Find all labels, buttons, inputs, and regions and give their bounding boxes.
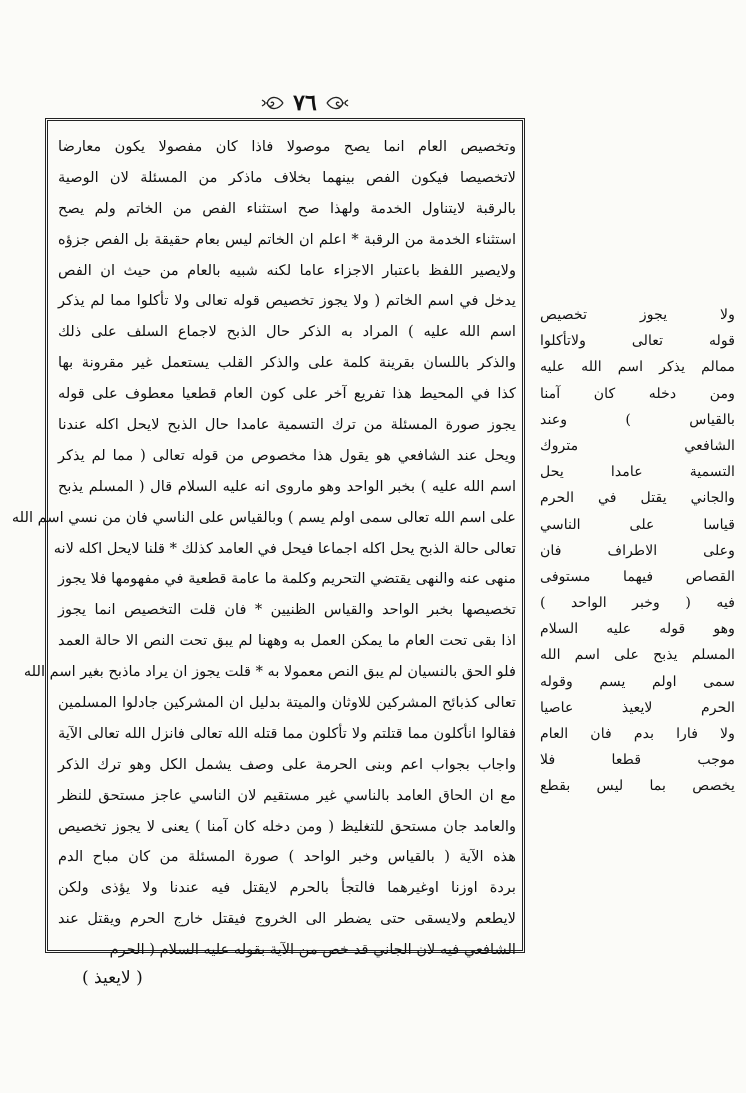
margin-line: وعلى الاطراف فان: [540, 542, 735, 559]
main-text-block: [11, 132, 516, 959]
main-text-line: بالرقبة لايتناول الخدمة ولهذا صح استثناء الفص من الخاتم ولم يصح: [58, 199, 516, 217]
margin-line: قياسا على الناسي: [540, 516, 735, 533]
main-text-line: على اسم الله تعالى سمى اولم يسم ) وبالقياس على الناسي فان من نسي اسم الله: [11, 508, 516, 526]
margin-line: سمى اولم يسم وقوله: [540, 673, 735, 690]
margin-line: التسمية عامدا يحل: [540, 464, 735, 481]
right-ornament-icon: [325, 93, 349, 113]
margin-line: الشافعي متروك: [540, 437, 735, 454]
main-text-line: اسم الله عليه ) المراد به الذكر حال الذبح لاجماع السلف على ذلك: [58, 323, 516, 341]
page-number: [240, 88, 370, 118]
main-text-line: فقالوا انأكلون مما قتلتم ولا تأكلون مما قتله الله تعالى فانزل الله تعالى الآية: [58, 724, 516, 742]
margin-line: ممالم يذكر اسم الله عليه: [540, 359, 735, 376]
main-text-line: تعالى كذبائح المشركين للاوثان والميتة بدليل ان المشركين جادلوا المسلمين: [58, 694, 516, 712]
main-text-line: فلو الحق بالنسيان لم يبق النص معمولا به * قلت يجوز ان يراد ماذبح بغير اسم الله: [23, 663, 516, 681]
main-text-line: ولايصير اللفظ باعتبار الاجزاء عاما لكنه شبيه بالعام من حيث ان الفص: [58, 261, 516, 279]
left-ornament-icon: [261, 93, 285, 113]
margin-line: قوله تعالى ولاتأكلوا: [540, 333, 735, 350]
main-text-line: اذا بقى تحت العام ما يمكن العمل به وههنا لم يبق تحت النص الا حالة العمد: [58, 632, 516, 650]
margin-line: وهو قوله عليه السلام: [540, 621, 735, 638]
margin-line: فيه ( وخبر الواحد ): [540, 595, 735, 612]
margin-commentary: [540, 302, 735, 800]
margin-line: يخصص بما ليس بقطع: [540, 778, 735, 795]
main-text-line: كذا في المحيط هذا تفريع آخر على كون العام قطعيا معطوف على قوله: [58, 385, 516, 403]
main-text-line: والذكر باللسان بقرينة كلمة على والذكر القلب يستعمل غير مقرونة بها: [58, 354, 516, 372]
main-text-line: ويحل عند الشافعي هو يقول هذا مخصوص من قوله تعالى ( مما لم يذكر: [58, 446, 516, 464]
margin-line: والجاني يقتل في الحرم: [540, 490, 735, 507]
main-text-line: اسم الله عليه ) بخبر الواحد وهو ماروى انه عليه السلام قال ( المسلم يذبح: [58, 477, 516, 495]
main-text-line: استثناء الخدمة من الرقبة * اعلم ان الخاتم ليس بعام حقيقة بل الفص جزؤه: [58, 230, 516, 248]
main-text-line: يدخل في اسم الخاتم ( ولا يجوز تخصيص قوله تعالى ولا تأكلوا مما لم يذكر: [58, 292, 516, 310]
margin-line: ولا فارا بدم فان العام: [540, 726, 735, 742]
main-text-line: واجاب بجواب اعم وبنى الحرمة على وصف يشمل الكل وهو ترك الذكر: [58, 755, 516, 773]
margin-line: المسلم يذبح على اسم الله: [540, 647, 735, 664]
catchword: ( لايعيذ ): [82, 968, 143, 988]
main-text-line: وتخصيص العام انما يصح موصولا فاذا كان مفصولا يكون معارضا: [58, 138, 516, 155]
main-text-line: لايطعم ولايسقى حتى يضطر الى الخروج فيقتل خارج الحرم ويقتل عند: [58, 910, 516, 928]
main-text-line: تعالى حالة الذبح يحل اكله اجماعا فيحل في العامد كذلك * قلنا لايحل اكله لانه: [53, 539, 516, 557]
margin-line: ومن دخله كان آمنا: [540, 385, 735, 402]
main-text-line: يجوز صورة المسئلة من ترك التسمية عامدا حال الذبح لايحل اكله عندنا: [58, 416, 516, 434]
page-number-text: ٧٦: [293, 90, 317, 116]
main-text-line: لاتخصيصا فيكون الفص بينهما بخلاف ماذكر من المسئلة لان الوصية: [58, 168, 516, 186]
margin-line: موجب قطعا فلا: [540, 752, 735, 769]
main-text-line: منهى عنه والنهى يقتضي التحريم وكلمة ما عامة قطعية في مفهومها فلا يجوز: [58, 570, 516, 588]
main-text-line: بردة اوزنا اوغيرهما فالتجأ بالحرم لايقتل فيه عندنا ولا يؤذى ولكن: [58, 879, 516, 897]
main-text-line: الشافعي فيه لان الجاني قد خص من الآية بقوله عليه السلام ( الحرم: [109, 941, 516, 959]
main-text-line: هذه الآية ( بالقياس وخبر الواحد ) صورة المسئلة من كان مباح الدم: [58, 848, 516, 866]
main-text-line: والعامد جان مستحق للتغليظ ( ومن دخله كان آمنا ) يعنى لا يجوز تخصيص: [58, 817, 516, 835]
main-text-line: مع ان الحاق العامد بالناسي غير مستقيم لان الناسي عاجز مستحق للنظر: [58, 786, 516, 804]
margin-line: ولا يجوز تخصيص: [540, 307, 735, 323]
margin-line: بالقياس ) وعند: [540, 411, 735, 428]
margin-line: الحرم لايعيذ عاصيا: [540, 699, 735, 716]
margin-line: القصاص فيهما مستوفى: [540, 568, 735, 585]
main-text-line: تخصيصها بخبر الواحد والقياس الظنيين * فان قلت التخصيص انما يجوز: [58, 601, 516, 619]
